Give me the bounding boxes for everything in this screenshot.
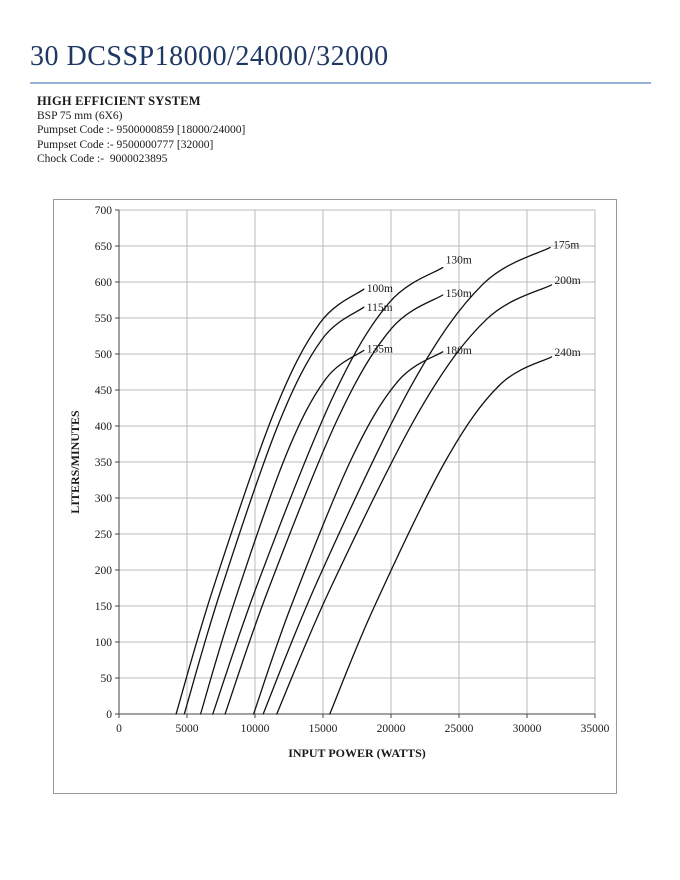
- y-tick-label: 550: [94, 313, 112, 325]
- info-line-bsp: BSP 75 mm (6X6): [37, 110, 123, 122]
- curve-label-240m: 240m: [554, 346, 581, 359]
- curve-label-130m: 130m: [445, 254, 472, 267]
- curve-200m: [277, 285, 552, 714]
- x-tick-label: 5000: [175, 723, 199, 735]
- info-line-pumpset-code-1: Pumpset Code :- 9500000859 [18000/24000]: [37, 124, 246, 137]
- y-tick-label: 300: [94, 493, 112, 505]
- curve-100m: [176, 289, 364, 714]
- curve-label-150m: 150m: [445, 287, 472, 300]
- y-tick-label: 400: [94, 421, 112, 433]
- pump-performance-chart: [53, 199, 617, 794]
- page-title: 30 DCSSP18000/24000/32000: [30, 41, 389, 72]
- y-tick-label: 100: [94, 637, 112, 649]
- info-line-pumpset-code-2: Pumpset Code :- 9500000777 [32000]: [37, 138, 214, 151]
- curve-label-100m: 100m: [366, 283, 394, 296]
- curve-180m: [254, 352, 443, 714]
- y-tick-label: 0: [106, 709, 112, 721]
- x-tick-label: 30000: [512, 723, 542, 735]
- info-heading: HIGH EFFICIENT SYSTEM: [37, 94, 201, 108]
- info-line-chock-code: Chock Code :- 9000023895: [37, 153, 168, 166]
- curve-label-180m: 180m: [445, 344, 472, 357]
- curve-label-200m: 200m: [554, 274, 581, 287]
- x-tick-label: 20000: [376, 723, 406, 735]
- x-tick-label: 15000: [308, 723, 338, 735]
- y-tick-label: 250: [94, 529, 112, 541]
- title-rule: [30, 82, 651, 84]
- x-tick-label: 35000: [580, 723, 610, 735]
- curve-label-115m: 115m: [366, 302, 393, 315]
- y-tick-label: 150: [94, 601, 112, 613]
- x-tick-label: 25000: [444, 723, 474, 735]
- y-tick-label: 350: [94, 457, 112, 469]
- y-tick-label: 50: [100, 673, 112, 685]
- y-tick-label: 700: [94, 205, 112, 217]
- y-tick-label: 650: [94, 241, 112, 253]
- y-axis-title: LITERS/MINUTES: [68, 410, 82, 514]
- y-tick-label: 600: [94, 277, 112, 289]
- y-tick-label: 450: [94, 385, 112, 397]
- chart-svg: [54, 200, 616, 793]
- y-tick-label: 500: [94, 349, 112, 361]
- x-tick-label: 10000: [240, 723, 270, 735]
- curve-label-175m: 175m: [553, 239, 580, 252]
- product-info-block: [37, 94, 245, 167]
- x-axis-title: INPUT POWER (WATTS): [288, 746, 426, 760]
- curve-240m: [330, 357, 552, 714]
- curve-label-135m: 135m: [366, 343, 394, 356]
- x-tick-label: 0: [116, 723, 122, 735]
- y-tick-label: 200: [94, 565, 112, 577]
- curve-150m: [225, 295, 443, 714]
